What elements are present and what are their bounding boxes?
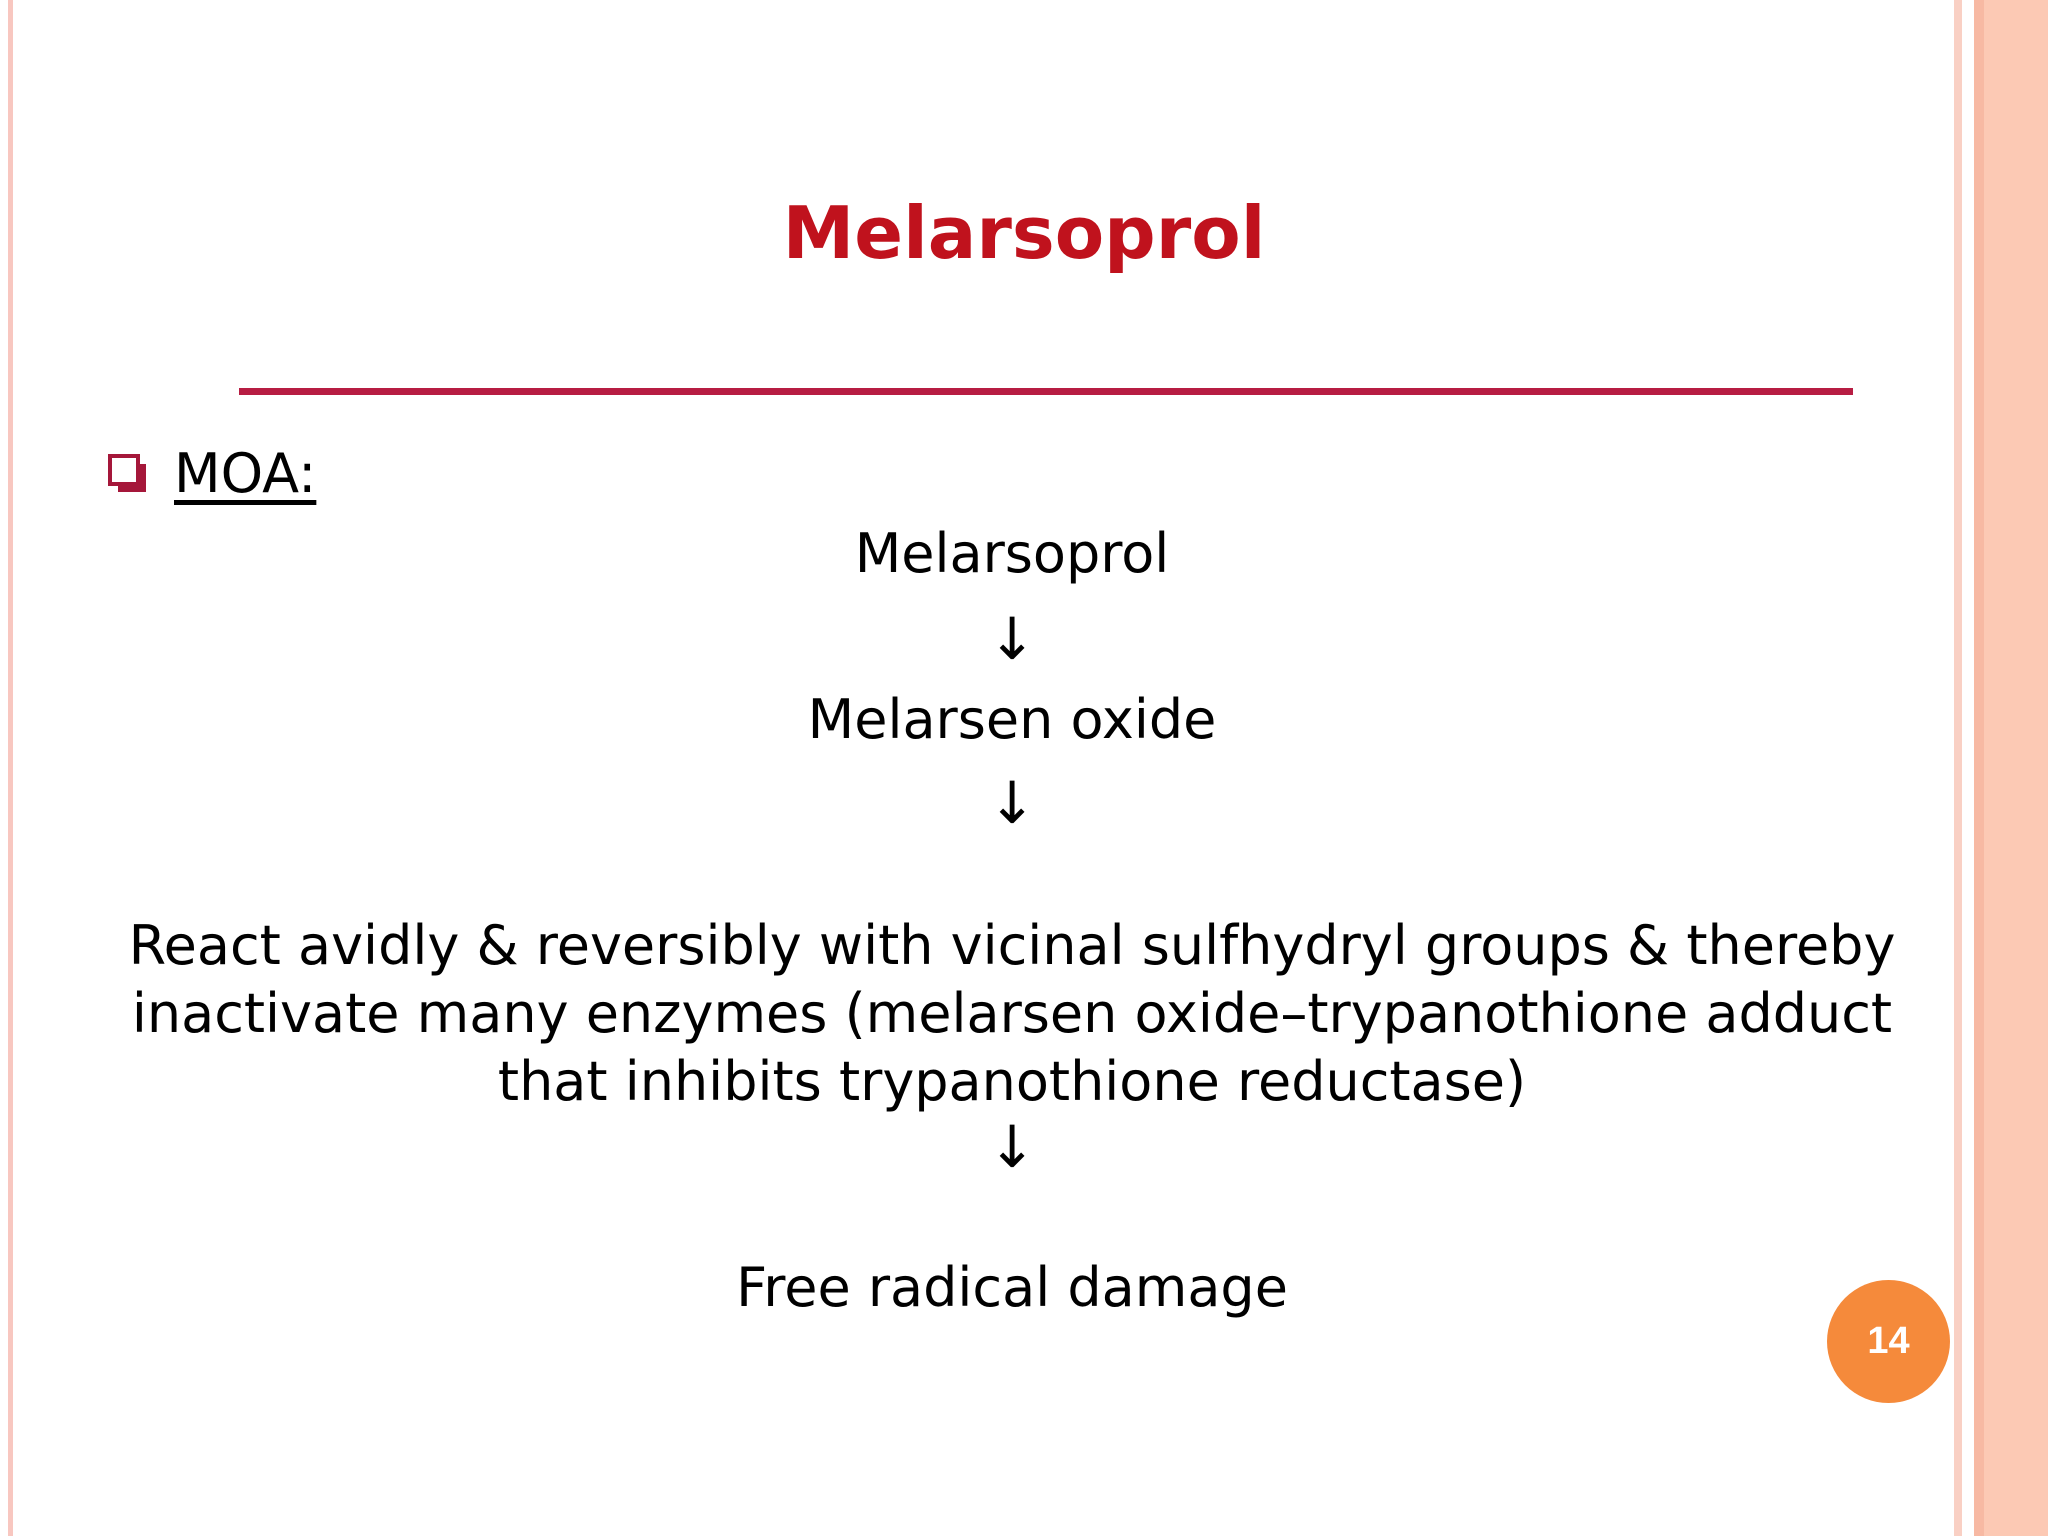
- flow-step-melarsoprol: Melarsoprol: [854, 522, 1170, 585]
- flow-step-enzyme-inactivation: React avidly & reversibly with vicinal sulfhydryl groups & thereby inactivate many enzymes (melarsen oxide–trypanothione adduct that inhibits trypanothione reductase): [128, 914, 1896, 1114]
- flow-step-melarsen-oxide: Melarsen oxide: [807, 688, 1217, 751]
- down-arrow-icon: ↓: [987, 605, 1037, 673]
- bullet-moa: [108, 442, 316, 507]
- down-arrow-icon: ↓: [987, 769, 1037, 837]
- slide-title: Melarsoprol: [782, 191, 1266, 275]
- down-arrow-icon: ↓: [987, 1113, 1037, 1181]
- flow-step-free-radical-damage: Free radical damage: [736, 1256, 1288, 1319]
- title-divider: [239, 388, 1853, 395]
- page-number-badge: 14: [1827, 1280, 1950, 1403]
- moa-label: MOA:: [174, 442, 317, 505]
- square-checkbox-icon: [108, 454, 148, 494]
